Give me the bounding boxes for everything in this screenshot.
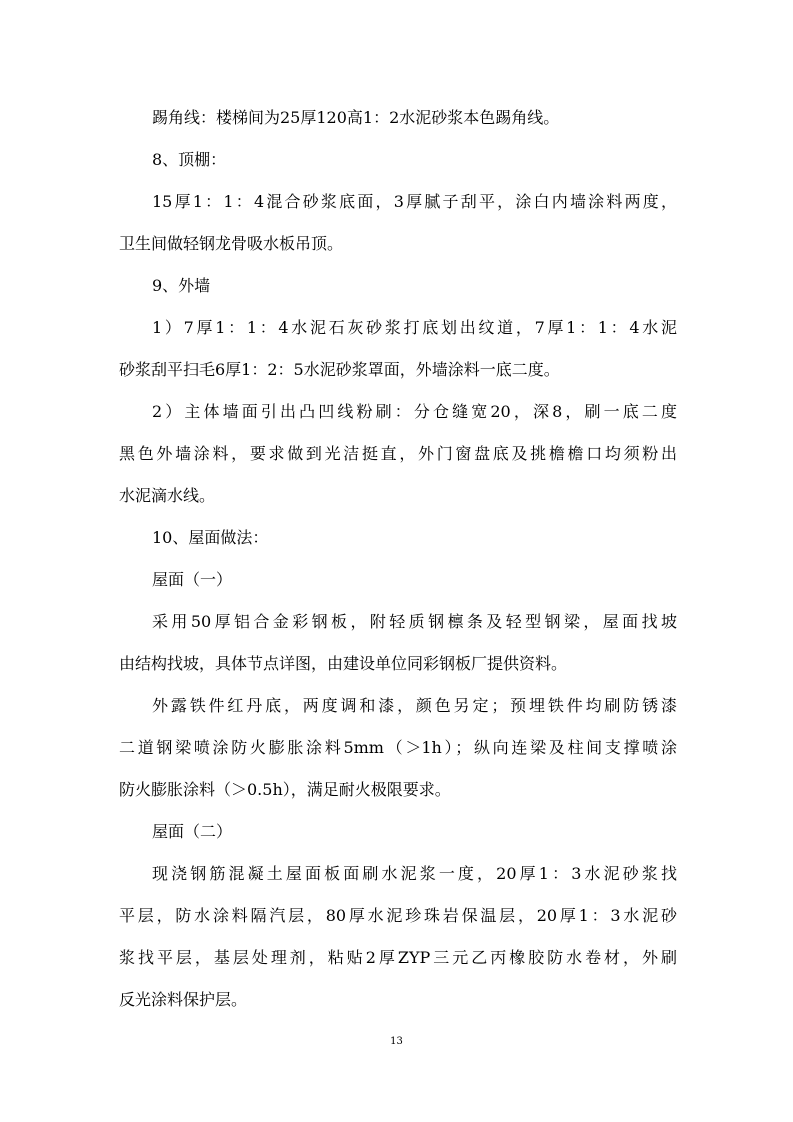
text-line: 外露铁件红丹底，两度调和漆，颜色另定；预埋铁件均刷防锈漆 <box>152 696 677 715</box>
text-line: 由结构找坡，具体节点详图，由建设单位同彩钢板厂提供资料。 <box>119 654 568 673</box>
text-line: 2）主体墙面引出凸凹线粉刷：分仓缝宽20，深8，刷一底二度 <box>152 402 677 421</box>
document-body <box>119 105 677 1029</box>
text-line: 采用50厚铝合金彩钢板，附轻质钢檩条及轻型钢梁，屋面找坡 <box>152 612 677 631</box>
text-line: 10、屋面做法： <box>152 528 269 547</box>
text-line: 反光涂料保护层。 <box>119 990 248 1009</box>
text-line: 屋面（二） <box>152 822 233 841</box>
page-number: 13 <box>390 1036 403 1047</box>
paragraph <box>119 567 677 609</box>
paragraph <box>119 819 677 861</box>
text-line: 现浇钢筋混凝土屋面板面刷水泥浆一度，20厚1：3水泥砂浆找 <box>152 864 677 883</box>
text-line: 平层，防水涂料隔汽层，80厚水泥珍珠岩保温层，20厚1：3水泥砂 <box>119 906 677 925</box>
text-line: 8、顶棚： <box>152 150 227 169</box>
text-line: 踢角线：楼梯间为25厚120高1：2水泥砂浆本色踢角线。 <box>152 108 560 127</box>
text-line: 9、外墙 <box>152 276 211 295</box>
paragraph <box>119 189 677 273</box>
paragraph <box>119 273 677 315</box>
paragraph <box>119 315 677 399</box>
text-line: 浆找平层，基层处理剂，粘贴2厚ZYP三元乙丙橡胶防水卷材，外刷 <box>119 948 677 967</box>
paragraph <box>119 399 677 525</box>
paragraph <box>119 147 677 189</box>
paragraph <box>119 105 677 147</box>
text-line: 1）7厚1：1：4水泥石灰砂浆打底划出纹道，7厚1：1：4水泥 <box>152 318 677 337</box>
paragraph <box>119 693 677 819</box>
text-line: 二道钢梁喷涂防火膨胀涂料5mm（＞1h）；纵向连梁及柱间支撑喷涂 <box>119 738 677 757</box>
paragraph <box>119 861 677 1029</box>
paragraph <box>119 609 677 693</box>
text-line: 黑色外墙涂料，要求做到光洁挺直，外门窗盘底及挑檐檐口均须粉出 <box>119 444 677 463</box>
text-line: 防火膨胀涂料（＞0.5h），满足耐火极限要求。 <box>119 780 451 799</box>
text-line: 水泥滴水线。 <box>119 486 216 505</box>
text-line: 15厚1：1：4混合砂浆底面，3厚腻子刮平，涂白内墙涂料两度， <box>152 192 677 211</box>
text-line: 屋面（一） <box>152 570 233 589</box>
paragraph <box>119 525 677 567</box>
text-line: 砂浆刮平扫毛6厚1：2：5水泥砂浆罩面，外墙涂料一底二度。 <box>119 360 560 379</box>
text-line: 卫生间做轻钢龙骨吸水板吊顶。 <box>119 234 344 253</box>
